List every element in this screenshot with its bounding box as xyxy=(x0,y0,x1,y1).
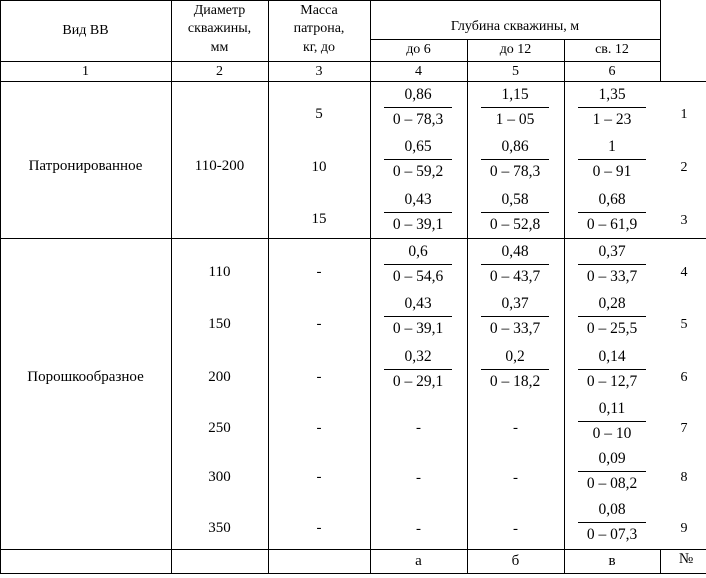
fraction-denominator: 0 – 78,3 xyxy=(392,111,444,128)
fraction-cell xyxy=(378,83,458,133)
fraction-numerator: 0,6 xyxy=(408,243,428,260)
fraction-denominator: 0 – 07,3 xyxy=(586,526,638,543)
header-mass-line2: патрона, xyxy=(293,21,345,36)
fraction-numerator: 0,09 xyxy=(598,450,626,467)
fraction-bar xyxy=(384,264,452,265)
diameter-cell: 150 xyxy=(208,316,231,332)
empty-cell-dash: - xyxy=(416,521,421,537)
fraction-bar xyxy=(384,159,452,160)
fraction-denominator: 0 – 25,5 xyxy=(586,320,638,337)
empty-cell-dash: - xyxy=(513,420,518,436)
mass-cell: - xyxy=(316,420,322,436)
fraction-cell xyxy=(572,83,652,133)
fraction-numerator: 0,32 xyxy=(404,348,432,365)
row-number: 5 xyxy=(680,317,688,332)
mass-cell: 5 xyxy=(315,106,323,122)
fraction-cell xyxy=(572,498,652,548)
row-number: 9 xyxy=(680,521,688,536)
mass-cell: - xyxy=(316,264,322,280)
fraction-bar xyxy=(578,522,646,523)
fraction-bar xyxy=(481,264,549,265)
fraction-numerator: 1 xyxy=(608,138,616,155)
fraction-bar xyxy=(384,369,452,370)
col-number-6: 6 xyxy=(608,64,616,79)
header-mass-line1: Масса xyxy=(300,3,338,18)
fraction-denominator: 0 – 39,1 xyxy=(392,320,444,337)
fraction-numerator: 1,35 xyxy=(598,86,626,103)
header-vid-vv: Вид ВВ xyxy=(62,23,109,38)
row-number: 6 xyxy=(680,370,688,385)
fraction-bar xyxy=(481,159,549,160)
fraction-cell xyxy=(378,345,458,395)
fraction-cell xyxy=(475,240,555,290)
fraction-numerator: 0,68 xyxy=(598,191,626,208)
fraction-denominator: 0 – 18,2 xyxy=(489,373,541,390)
fraction-denominator: 0 – 59,2 xyxy=(392,163,444,180)
mass-cell: - xyxy=(316,469,322,485)
fraction-cell xyxy=(572,397,652,447)
fraction-cell xyxy=(572,135,652,185)
header-depth-upto12: до 12 xyxy=(499,42,532,57)
fraction-denominator: 0 – 10 xyxy=(592,425,632,442)
diameter-cell: 300 xyxy=(208,469,231,485)
mass-cell: - xyxy=(316,316,322,332)
col-number-2: 2 xyxy=(216,64,223,79)
col-number-3: 3 xyxy=(315,64,323,79)
fraction-numerator: 0,48 xyxy=(501,243,529,260)
diameter-cell: 110 xyxy=(208,264,231,280)
fraction-bar xyxy=(578,264,646,265)
diameter-cell: 250 xyxy=(208,420,231,436)
row-number: 7 xyxy=(680,421,688,436)
col-number-1: 1 xyxy=(82,64,89,79)
fraction-cell xyxy=(378,135,458,185)
fraction-bar xyxy=(578,369,646,370)
fraction-bar xyxy=(481,316,549,317)
fraction-bar xyxy=(384,107,452,108)
fraction-bar xyxy=(578,471,646,472)
row-number: 4 xyxy=(680,265,688,280)
header-diameter-line1: Диаметр xyxy=(193,3,246,18)
fraction-bar xyxy=(481,369,549,370)
fraction-bar xyxy=(578,107,646,108)
diameter-cell: 200 xyxy=(208,369,231,385)
fraction-cell xyxy=(475,188,555,238)
fraction-denominator: 0 – 61,9 xyxy=(586,216,638,233)
fraction-cell xyxy=(572,188,652,238)
fraction-cell xyxy=(572,447,652,497)
fraction-denominator: 0 – 43,7 xyxy=(489,268,541,285)
row-number: 8 xyxy=(680,470,688,485)
header-depth-over12: св. 12 xyxy=(595,42,629,57)
fraction-numerator: 0,43 xyxy=(404,295,432,312)
header-diameter-line2: скважины, xyxy=(187,21,252,36)
header-depth-upto6: до 6 xyxy=(406,42,431,57)
fraction-denominator: 0 – 91 xyxy=(592,163,632,180)
fraction-cell xyxy=(475,345,555,395)
fraction-numerator: 1,15 xyxy=(501,86,529,103)
fraction-cell xyxy=(475,83,555,133)
group-name-powder: Порошкообразное xyxy=(27,369,144,385)
fraction-numerator: 0,43 xyxy=(404,191,432,208)
col-number-4: 4 xyxy=(415,64,422,79)
fraction-bar xyxy=(384,212,452,213)
fraction-denominator: 0 – 33,7 xyxy=(586,268,638,285)
col-number-5: 5 xyxy=(512,64,519,79)
header-mass-line3: кг, до xyxy=(302,40,336,55)
fraction-bar xyxy=(578,421,646,422)
mass-cell: 10 xyxy=(311,159,327,175)
fraction-denominator: 0 – 29,1 xyxy=(392,373,444,390)
fraction-cell xyxy=(475,292,555,342)
fraction-bar xyxy=(384,316,452,317)
fraction-denominator: 1 – 23 xyxy=(592,111,632,128)
fraction-numerator: 0,28 xyxy=(598,295,626,312)
diameter-cell: 110-200 xyxy=(194,158,245,174)
fraction-numerator: 0,37 xyxy=(598,243,626,260)
fraction-denominator: 0 – 52,8 xyxy=(489,216,541,233)
empty-cell-dash: - xyxy=(513,521,518,537)
fraction-numerator: 0,14 xyxy=(598,348,626,365)
fraction-numerator: 0,58 xyxy=(501,191,529,208)
fraction-cell xyxy=(572,292,652,342)
fraction-bar xyxy=(578,159,646,160)
fraction-numerator: 0,2 xyxy=(505,348,525,365)
fraction-numerator: 0,11 xyxy=(598,400,626,417)
row-number: 2 xyxy=(680,160,688,175)
fraction-bar xyxy=(578,212,646,213)
mass-cell: - xyxy=(316,369,322,385)
group-name-cartridged: Патронированное xyxy=(28,158,143,174)
fraction-bar xyxy=(481,212,549,213)
fraction-denominator: 0 – 39,1 xyxy=(392,216,444,233)
fraction-denominator: 0 – 08,2 xyxy=(586,475,638,492)
empty-cell-dash: - xyxy=(416,470,421,486)
empty-cell-dash: - xyxy=(513,470,518,486)
empty-cell-dash: - xyxy=(416,420,421,436)
footer-col-v: в xyxy=(608,553,616,569)
fraction-numerator: 0,37 xyxy=(501,295,529,312)
footer-col-a: а xyxy=(415,553,422,569)
fraction-cell xyxy=(572,240,652,290)
fraction-bar xyxy=(578,316,646,317)
fraction-cell xyxy=(475,135,555,185)
fraction-cell xyxy=(378,188,458,238)
fraction-cell xyxy=(378,292,458,342)
footer-col-b: б xyxy=(511,553,520,569)
mass-cell: 15 xyxy=(311,211,327,227)
fraction-cell xyxy=(378,240,458,290)
fraction-denominator: 0 – 33,7 xyxy=(489,320,541,337)
fraction-numerator: 0,65 xyxy=(404,138,432,155)
fraction-numerator: 0,86 xyxy=(501,138,529,155)
row-number: 3 xyxy=(680,213,688,228)
fraction-numerator: 0,08 xyxy=(598,501,626,518)
header-diameter-line3: мм xyxy=(210,40,229,55)
header-depth-group: Глубина скважины, м xyxy=(450,19,580,34)
fraction-numerator: 0,86 xyxy=(404,86,432,103)
fraction-denominator: 0 – 12,7 xyxy=(586,373,638,390)
mass-cell: - xyxy=(316,520,322,536)
fraction-denominator: 0 – 78,3 xyxy=(489,163,541,180)
fraction-cell xyxy=(572,345,652,395)
fraction-denominator: 1 – 05 xyxy=(495,111,535,128)
fraction-denominator: 0 – 54,6 xyxy=(392,268,444,285)
row-number: 1 xyxy=(680,107,688,122)
fraction-bar xyxy=(481,107,549,108)
footer-number-sign: № xyxy=(678,551,694,567)
diameter-cell: 350 xyxy=(208,520,231,536)
